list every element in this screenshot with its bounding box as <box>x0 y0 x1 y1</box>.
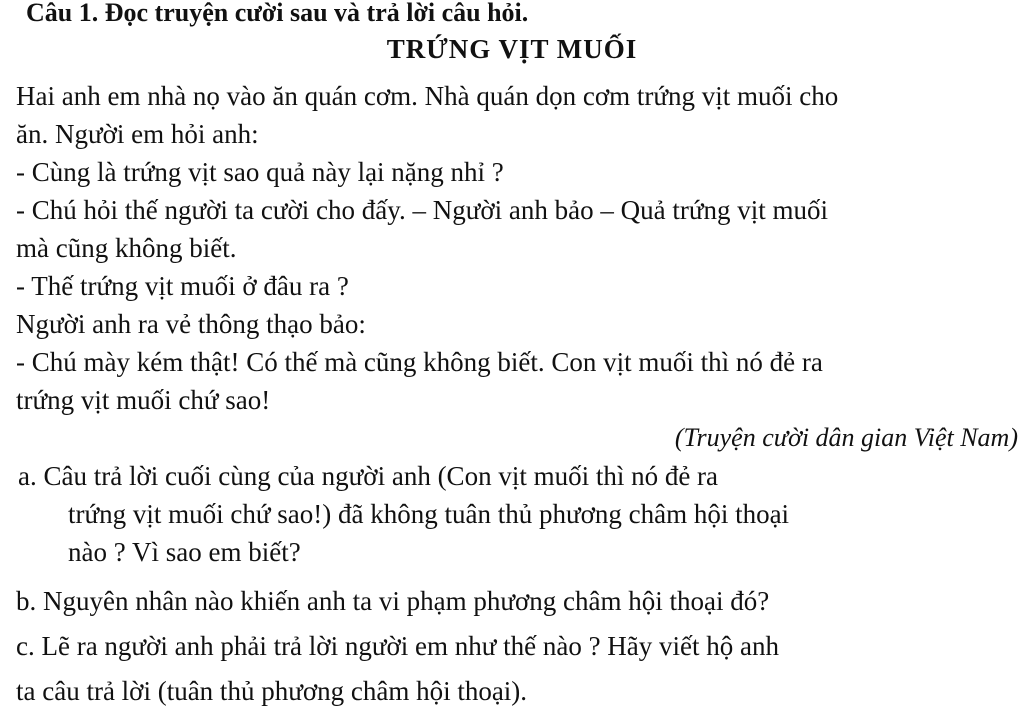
question-c-line: c. Lẽ ra người anh phải trả lời người em như thế nào ? Hãy viết hộ anh <box>16 631 780 661</box>
story-line: mà cũng không biết. <box>16 233 237 263</box>
story-title: TRỨNG VỊT MUỐI <box>386 34 638 64</box>
question-c-line: ta câu trả lời (tuân thủ phương châm hội thoại). <box>16 676 528 706</box>
story-line: ăn. Người em hỏi anh: <box>16 119 259 149</box>
question-a-line: a. Câu trả lời cuối cùng của người anh (Con vịt muối thì nó đẻ ra <box>18 461 719 491</box>
question-heading: Câu 1. Đọc truyện cười sau và trả lời câu hỏi. <box>26 0 529 27</box>
story-line: Người anh ra vẻ thông thạo bảo: <box>16 309 366 339</box>
story-line: trứng vịt muối chứ sao! <box>16 385 271 415</box>
question-b-line: b. Nguyên nhân nào khiến anh ta vi phạm phương châm hội thoại đó? <box>16 586 770 616</box>
story-line: - Chú mày kém thật! Có thế mà cũng không biết. Con vịt muối thì nó đẻ ra <box>16 347 823 377</box>
story-line: - Thế trứng vịt muối ở đâu ra ? <box>16 271 349 301</box>
story-source: (Truyện cười dân gian Việt Nam) <box>674 423 1018 452</box>
question-a-line: trứng vịt muối chứ sao!) đã không tuân thủ phương châm hội thoại <box>68 499 790 529</box>
story-line: - Cùng là trứng vịt sao quả này lại nặng nhỉ ? <box>16 157 504 187</box>
story-line: Hai anh em nhà nọ vào ăn quán cơm. Nhà quán dọn cơm trứng vịt muối cho <box>16 81 839 111</box>
story-line: - Chú hỏi thế người ta cười cho đấy. – Người anh bảo – Quả trứng vịt muối <box>16 195 828 225</box>
question-a-line: nào ? Vì sao em biết? <box>68 537 301 567</box>
